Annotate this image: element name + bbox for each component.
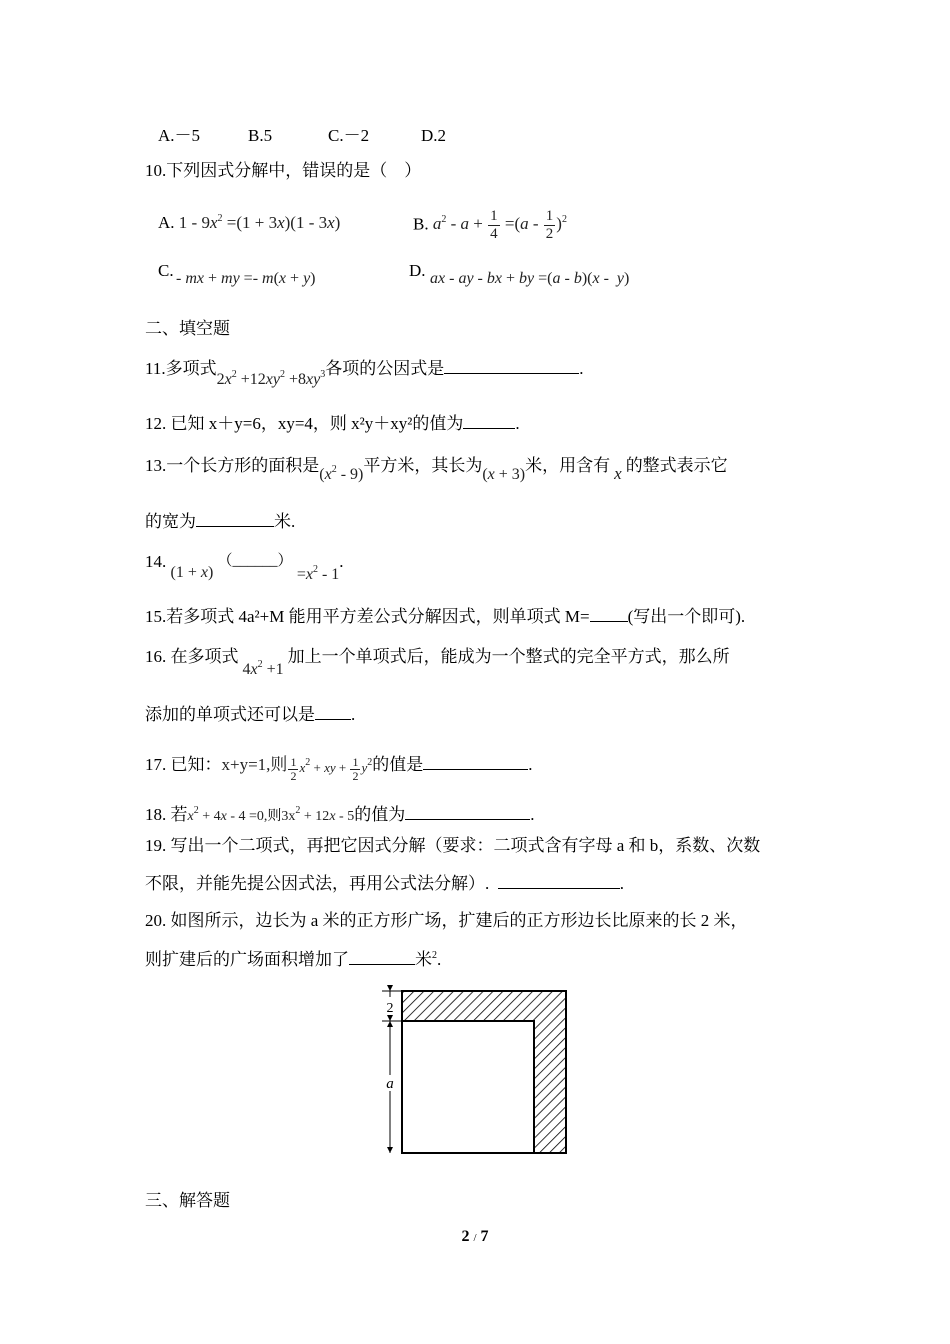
q18-expression: $3x^2 + 12x - 5$	[281, 805, 355, 824]
q14-answer-blank[interactable]: （______）	[217, 553, 293, 569]
q12-answer-blank[interactable]	[463, 412, 515, 429]
q17-answer-blank[interactable]	[423, 753, 528, 770]
q19-answer-blank[interactable]	[498, 872, 620, 889]
q12: 12. 已知 x＋y=6，xy=4，则 x²y＋xy²的值为 .	[145, 414, 520, 433]
q16-formula: $4x^2 +1$	[242, 659, 284, 678]
q14: 14. (1 + x) （______） $=x^2 - 1$.	[145, 552, 344, 583]
q9-option-d: D.2	[421, 126, 447, 145]
q17: 17. 已知：x+y=1,则 $\frac{1}{2}$ $x^2$ + xy + $\frac{1}{2}$ $y^2$的值是 .	[145, 754, 533, 783]
q11: 11.多项式$2x^2 +12xy^2 +8xy^3$各项的公因式是 .	[145, 359, 584, 388]
q10-b-frac2: $\frac{1}{2}$	[545, 208, 554, 242]
q17-formula: $\frac{1}{2}$ $x^2$ + xy + $\frac{1}{2}$ $y^2$	[290, 754, 373, 783]
figure-label-2: 2	[386, 1001, 394, 1016]
q19-line2: 不限，并能先提公因式法，再用公式法分解）. .	[145, 874, 624, 893]
q19-line1: 19. 写出一个二项式，再把它因式分解（要求：二项式含有字母 a 和 b，系数、次数	[145, 836, 761, 855]
q10-option-b: B. $a^2$ - a + $\frac{1}{4}$ =(a - $\frac{1}{2}$ )$^2$	[413, 208, 567, 242]
q20-line2: 则扩建后的广场面积增加了 米$^2$.	[145, 950, 442, 969]
q10-b-frac1: $\frac{1}{4}$	[490, 208, 498, 242]
section-2-title: 二、填空题	[145, 319, 230, 338]
q10-c-formula: - mx + my =- m(x + y)	[176, 270, 316, 287]
q18-condition: $x^2 + 4x - 4 =0$,	[187, 805, 268, 824]
section-3-title: 三、解答题	[145, 1191, 230, 1210]
q13-area-formula: $(x^2 - 9)$	[319, 464, 364, 483]
q15: 15.若多项式 4a²+M 能用平方差公式分解因式，则单项式 M= (写出一个即可).	[145, 607, 746, 626]
q13-length-formula: (x + 3)	[482, 466, 526, 483]
q14-result: $=x^2 - 1$	[296, 564, 340, 583]
q10-stem: 10.下列因式分解中，错误的是（ ）	[145, 161, 422, 180]
q13-line2: 的宽为 米.	[145, 512, 296, 531]
q13-variable: x	[614, 464, 622, 483]
current-page-number: 2	[461, 1228, 470, 1245]
q13-answer-blank[interactable]	[196, 510, 274, 527]
q16-answer-blank[interactable]	[315, 703, 351, 720]
square-plaza-diagram	[380, 985, 570, 1157]
q11-formula: $2x^2 +12xy^2 +8xy^3$	[216, 369, 326, 388]
q15-answer-blank[interactable]	[590, 605, 628, 622]
q10-d-formula: ax - ay - bx + by =(a - b)(x - y)	[430, 270, 630, 287]
q13-line1: 13.一个长方形的面积是$(x^2 - 9)$平方米，其长为(x + 3)米，用含有 x 的整式表示它	[145, 456, 728, 483]
q18-answer-blank[interactable]	[405, 803, 530, 820]
q20-line1: 20. 如图所示，边长为 a 米的正方形广场，扩建后的正方形边长比原来的长 2 米，	[145, 911, 748, 930]
q16-line2: 添加的单项式还可以是 .	[145, 705, 356, 724]
square-plaza-figure	[380, 985, 570, 1162]
total-pages-number: 7	[480, 1228, 489, 1245]
q10-option-c: C.	[158, 261, 174, 280]
q18: 18. 若$x^2 + 4x - 4 =0$,则$3x^2 + 12x - 5$的值为 .	[145, 805, 535, 824]
page-footer	[0, 1228, 950, 1246]
original-square	[402, 1021, 534, 1153]
q9-option-c: C.－2	[328, 126, 370, 145]
page-separator: /	[473, 1232, 477, 1244]
q11-answer-blank[interactable]	[444, 357, 579, 374]
q10-option-d: D.	[409, 261, 426, 280]
q10-option-a: A. $1 - 9x^2 =(1 + 3x)(1 - 3x)$	[158, 213, 341, 232]
q9-option-a: A.－5	[158, 126, 201, 145]
q10-b-formula: $a^2$ - a + $\frac{1}{4}$ =(a - $\frac{1}{2}$ )$^2$	[432, 208, 567, 242]
q9-options	[158, 125, 447, 147]
q20-answer-blank[interactable]	[349, 948, 415, 965]
q9-option-b: B.5	[248, 126, 273, 145]
figure-label-a: a	[386, 1076, 394, 1092]
q14-factor: (1 + x)	[170, 564, 214, 581]
q10-a-formula: $1 - 9x^2 =(1 + 3x)(1 - 3x)$	[178, 213, 341, 232]
q17-condition: x+y=1,则	[221, 755, 288, 774]
q16-line1: 16. 在多项式$4x^2 +1$加上一个单项式后，能成为一个整式的完全平方式，那么所	[145, 647, 730, 678]
